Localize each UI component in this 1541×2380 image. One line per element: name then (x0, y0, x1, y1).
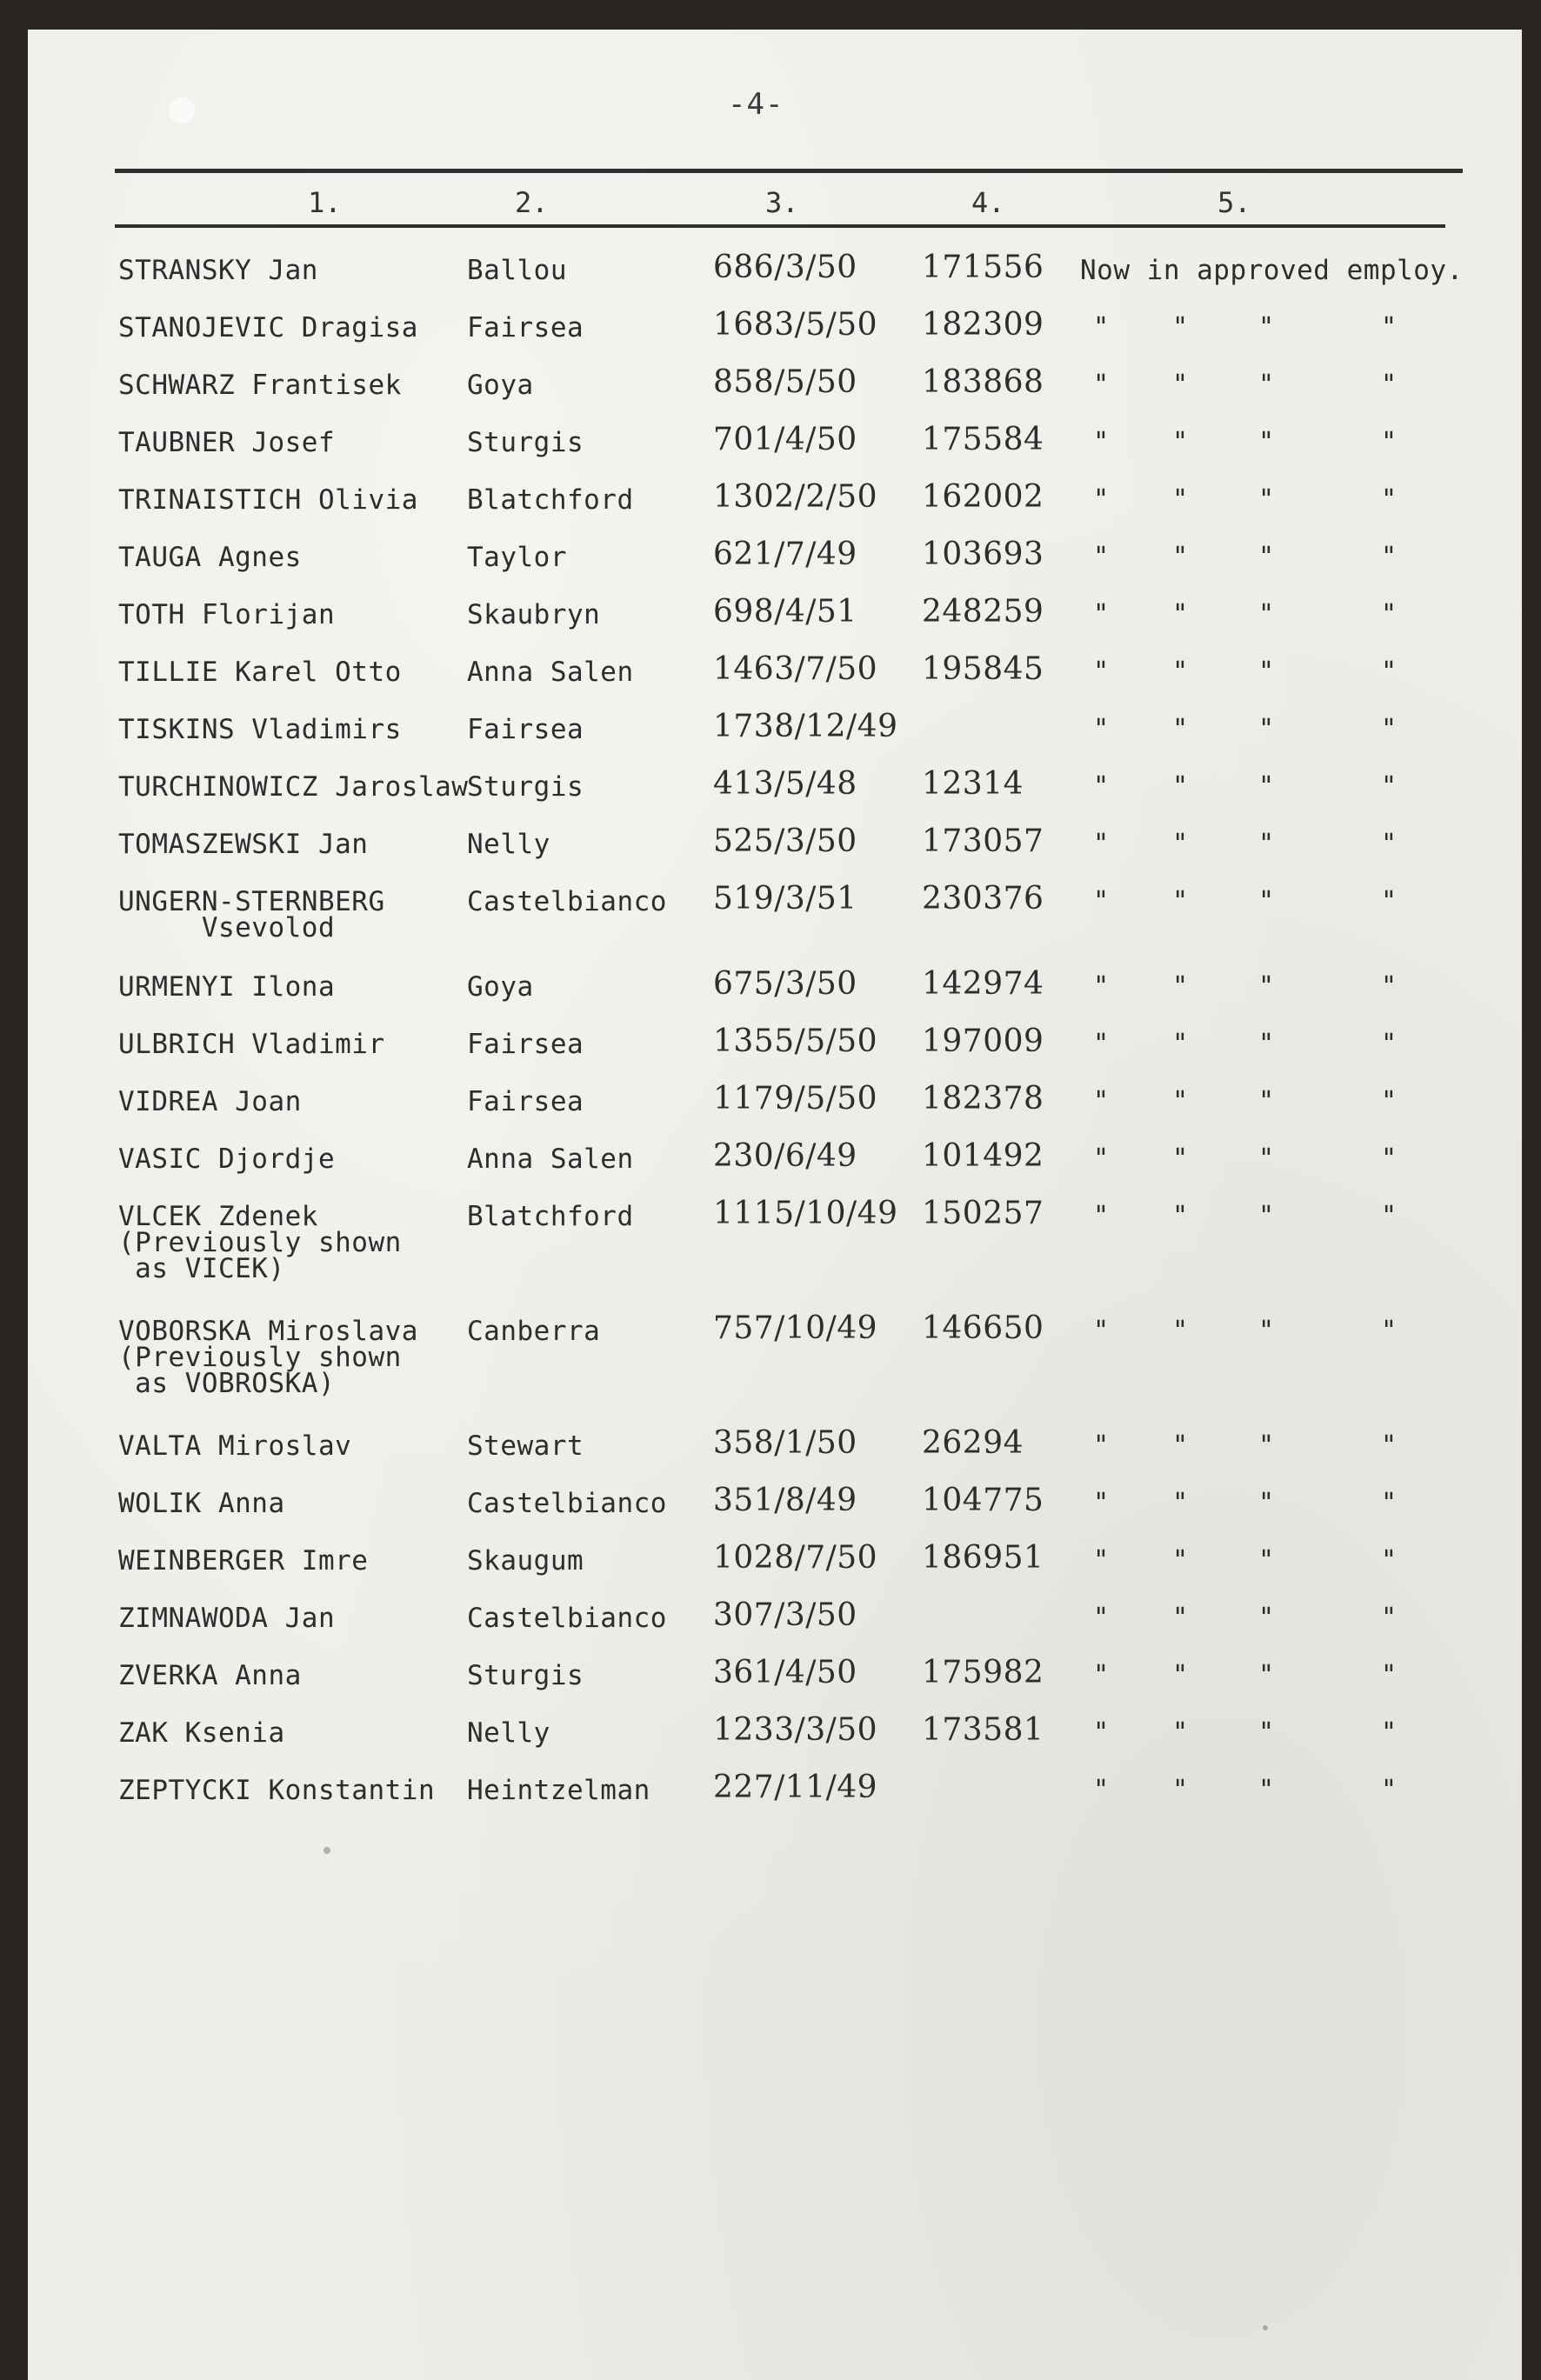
ship-name: Fairsea (467, 312, 584, 343)
file-number: 183868 (922, 364, 1044, 400)
ditto-mark: " (1172, 312, 1189, 343)
ditto-mark: " (1172, 1029, 1189, 1059)
ship-name: Blatchford (467, 484, 634, 516)
ditto-mark: " (1381, 599, 1398, 630)
person-name: STRANSKY Jan (118, 255, 318, 286)
ditto-mark: " (1093, 1545, 1110, 1576)
person-name: TOTH Florijan (118, 599, 336, 630)
ditto-mark: " (1172, 484, 1189, 515)
ditto-mark: " (1381, 771, 1398, 802)
person-name: STANOJEVIC Dragisa (118, 312, 418, 343)
ditto-mark: " (1093, 714, 1110, 744)
ditto-mark: " (1093, 599, 1110, 630)
ditto-mark: " (1258, 484, 1275, 515)
person-name: SCHWARZ Frantisek (118, 370, 402, 401)
ditto-mark: " (1381, 542, 1398, 572)
ditto-mark: " (1093, 1029, 1110, 1059)
ship-name: Castelbianco (467, 1603, 667, 1634)
ship-name: Skaubryn (467, 599, 601, 630)
ditto-mark: " (1258, 1717, 1275, 1748)
ditto-mark: " (1172, 1717, 1189, 1748)
ship-name: Fairsea (467, 714, 584, 745)
reference-number: 351/8/49 (713, 1483, 857, 1518)
page-number: -4- (728, 87, 784, 122)
ditto-mark: " (1172, 657, 1189, 687)
employment-status: Now in approved employ. (1080, 255, 1464, 286)
file-number: 104775 (922, 1483, 1044, 1518)
person-name: ULBRICH Vladimir (118, 1029, 385, 1060)
document-page (28, 30, 1522, 2380)
ship-name: Heintzelman (467, 1775, 650, 1806)
ship-name: Fairsea (467, 1029, 584, 1060)
ditto-mark: " (1381, 1316, 1398, 1346)
ditto-mark: " (1381, 312, 1398, 343)
file-number: 173057 (922, 823, 1044, 859)
ditto-mark: " (1258, 657, 1275, 687)
person-name: TILLIE Karel Otto (118, 657, 402, 688)
ditto-mark: " (1258, 599, 1275, 630)
person-name: ZVERKA Anna (118, 1660, 302, 1691)
ditto-mark: " (1172, 886, 1189, 917)
ditto-mark: " (1258, 1775, 1275, 1805)
ditto-mark: " (1093, 1488, 1110, 1518)
reference-number: 1302/2/50 (713, 479, 878, 515)
ditto-mark: " (1258, 771, 1275, 802)
ditto-mark: " (1093, 542, 1110, 572)
file-number: 182309 (922, 307, 1044, 343)
ditto-mark: " (1093, 1316, 1110, 1346)
reference-number: 307/3/50 (713, 1597, 857, 1633)
reference-number: 358/1/50 (713, 1425, 857, 1461)
ship-name: Goya (467, 971, 534, 1003)
person-name: TAUBNER Josef (118, 427, 336, 458)
ditto-mark: " (1093, 829, 1110, 859)
file-number: 12314 (922, 766, 1024, 802)
file-number: 186951 (922, 1540, 1044, 1576)
ditto-mark: " (1381, 427, 1398, 457)
header-rule-bottom (115, 224, 1445, 228)
ditto-mark: " (1172, 714, 1189, 744)
ditto-mark: " (1172, 1603, 1189, 1633)
ditto-mark: " (1093, 771, 1110, 802)
reference-number: 757/10/49 (713, 1310, 878, 1346)
person-name: WOLIK Anna (118, 1488, 285, 1519)
ditto-mark: " (1093, 1717, 1110, 1748)
ditto-mark: " (1381, 657, 1398, 687)
ditto-mark: " (1172, 1430, 1189, 1461)
ditto-mark: " (1258, 1545, 1275, 1576)
ditto-mark: " (1172, 370, 1189, 400)
reference-number: 1355/5/50 (713, 1023, 878, 1059)
ditto-mark: " (1172, 1775, 1189, 1805)
ship-name: Skaugum (467, 1545, 584, 1577)
ship-name: Stewart (467, 1430, 584, 1462)
ditto-mark: " (1381, 829, 1398, 859)
ditto-mark: " (1258, 542, 1275, 572)
ditto-mark: " (1172, 1545, 1189, 1576)
reference-number: 621/7/49 (713, 537, 857, 572)
ship-name: Nelly (467, 829, 550, 860)
file-number: 171556 (922, 250, 1044, 285)
ship-name: Sturgis (467, 1660, 584, 1691)
ditto-mark: " (1093, 427, 1110, 457)
person-name: ZEPTYCKI Konstantin (118, 1775, 436, 1806)
ditto-mark: " (1258, 1430, 1275, 1461)
reference-number: 686/3/50 (713, 250, 857, 285)
ditto-mark: " (1093, 1143, 1110, 1174)
file-number: 26294 (922, 1425, 1024, 1461)
ditto-mark: " (1258, 714, 1275, 744)
ditto-mark: " (1172, 1316, 1189, 1346)
ditto-mark: " (1093, 1775, 1110, 1805)
ditto-mark: " (1172, 427, 1189, 457)
ditto-mark: " (1381, 714, 1398, 744)
ship-name: Fairsea (467, 1086, 584, 1117)
ship-name: Nelly (467, 1717, 550, 1749)
ditto-mark: " (1093, 1603, 1110, 1633)
ditto-mark: " (1258, 1316, 1275, 1346)
person-name: TISKINS Vladimirs (118, 714, 402, 745)
ditto-mark: " (1381, 1545, 1398, 1576)
file-number: 230376 (922, 881, 1044, 917)
column-header-2: 2. (515, 186, 549, 219)
file-number: 195845 (922, 651, 1044, 687)
ditto-mark: " (1258, 886, 1275, 917)
ditto-mark: " (1381, 1603, 1398, 1633)
file-number: 162002 (922, 479, 1044, 515)
reference-number: 698/4/51 (713, 594, 857, 630)
ditto-mark: " (1172, 829, 1189, 859)
reference-number: 525/3/50 (713, 823, 857, 859)
person-name: VOBORSKA Miroslava (Previously shown as VOBROSKA) (118, 1316, 418, 1399)
ditto-mark: " (1093, 370, 1110, 400)
ditto-mark: " (1258, 427, 1275, 457)
ditto-mark: " (1093, 1660, 1110, 1690)
reference-number: 519/3/51 (713, 881, 857, 917)
reference-number: 413/5/48 (713, 766, 857, 802)
ditto-mark: " (1093, 971, 1110, 1002)
ship-name: Sturgis (467, 771, 584, 803)
ditto-mark: " (1381, 971, 1398, 1002)
file-number: 173581 (922, 1712, 1044, 1748)
person-name: ZAK Ksenia (118, 1717, 285, 1749)
ditto-mark: " (1381, 1143, 1398, 1174)
person-name: WEINBERGER Imre (118, 1545, 369, 1577)
ditto-mark: " (1381, 484, 1398, 515)
person-name: VLCEK Zdenek (Previously shown as VICEK) (118, 1201, 402, 1284)
ditto-mark: " (1172, 1086, 1189, 1117)
person-name: VASIC Djordje (118, 1143, 336, 1175)
ditto-mark: " (1381, 1660, 1398, 1690)
paper-blemish (169, 97, 195, 123)
ditto-mark: " (1381, 1086, 1398, 1117)
ditto-mark: " (1258, 1201, 1275, 1231)
ditto-mark: " (1172, 1660, 1189, 1690)
ditto-mark: " (1172, 771, 1189, 802)
ditto-mark: " (1258, 1086, 1275, 1117)
ditto-mark: " (1172, 1488, 1189, 1518)
header-rule-top (115, 169, 1463, 173)
reference-number: 361/4/50 (713, 1655, 857, 1690)
reference-number: 227/11/49 (713, 1770, 878, 1805)
reference-number: 701/4/50 (713, 422, 857, 457)
ditto-mark: " (1381, 1488, 1398, 1518)
column-header-5: 5. (1217, 186, 1251, 219)
file-number: 182378 (922, 1081, 1044, 1117)
person-name: TOMASZEWSKI Jan (118, 829, 369, 860)
ditto-mark: " (1381, 370, 1398, 400)
ditto-mark: " (1172, 542, 1189, 572)
ditto-mark: " (1258, 1603, 1275, 1633)
ditto-mark: " (1381, 886, 1398, 917)
ship-name: Castelbianco (467, 886, 667, 917)
person-name: TRINAISTICH Olivia (118, 484, 418, 516)
reference-number: 1738/12/49 (713, 709, 898, 744)
reference-number: 1233/3/50 (713, 1712, 878, 1748)
ditto-mark: " (1258, 971, 1275, 1002)
file-number: 103693 (922, 537, 1044, 572)
ditto-mark: " (1093, 657, 1110, 687)
reference-number: 1028/7/50 (713, 1540, 878, 1576)
ditto-mark: " (1258, 1660, 1275, 1690)
ditto-mark: " (1093, 1201, 1110, 1231)
ditto-mark: " (1093, 886, 1110, 917)
ship-name: Sturgis (467, 427, 584, 458)
column-header-4: 4. (971, 186, 1005, 219)
ditto-mark: " (1381, 1029, 1398, 1059)
reference-number: 1683/5/50 (713, 307, 878, 343)
file-number: 248259 (922, 594, 1044, 630)
file-number: 175982 (922, 1655, 1044, 1690)
person-name: TURCHINOWICZ Jaroslaw (118, 771, 469, 803)
person-name: UNGERN-STERNBERG Vsevolod (118, 886, 385, 943)
ditto-mark: " (1258, 1488, 1275, 1518)
ditto-mark: " (1172, 1201, 1189, 1231)
reference-number: 858/5/50 (713, 364, 857, 400)
person-name: URMENYI Ilona (118, 971, 336, 1003)
person-name: VALTA Miroslav (118, 1430, 352, 1462)
ditto-mark: " (1093, 1086, 1110, 1117)
reference-number: 675/3/50 (713, 966, 857, 1002)
ship-name: Goya (467, 370, 534, 401)
ditto-mark: " (1381, 1775, 1398, 1805)
file-number: 142974 (922, 966, 1044, 1002)
ship-name: Castelbianco (467, 1488, 667, 1519)
paper-speck (324, 1847, 330, 1854)
ditto-mark: " (1258, 370, 1275, 400)
ditto-mark: " (1172, 599, 1189, 630)
ship-name: Ballou (467, 255, 567, 286)
ship-name: Blatchford (467, 1201, 634, 1232)
ditto-mark: " (1172, 971, 1189, 1002)
paper-speck (1263, 2325, 1268, 2330)
file-number: 175584 (922, 422, 1044, 457)
ditto-mark: " (1093, 1430, 1110, 1461)
ship-name: Anna Salen (467, 1143, 634, 1175)
file-number: 197009 (922, 1023, 1044, 1059)
column-header-3: 3. (765, 186, 799, 219)
reference-number: 230/6/49 (713, 1138, 857, 1174)
reference-number: 1179/5/50 (713, 1081, 878, 1117)
ditto-mark: " (1381, 1201, 1398, 1231)
ditto-mark: " (1258, 312, 1275, 343)
column-header-1: 1. (308, 186, 342, 219)
ditto-mark: " (1172, 1143, 1189, 1174)
ditto-mark: " (1093, 312, 1110, 343)
ditto-mark: " (1258, 1029, 1275, 1059)
ship-name: Canberra (467, 1316, 601, 1347)
person-name: TAUGA Agnes (118, 542, 302, 573)
ditto-mark: " (1381, 1430, 1398, 1461)
ship-name: Anna Salen (467, 657, 634, 688)
file-number: 150257 (922, 1196, 1044, 1231)
ditto-mark: " (1093, 484, 1110, 515)
person-name: ZIMNAWODA Jan (118, 1603, 336, 1634)
reference-number: 1115/10/49 (713, 1196, 898, 1231)
person-name: VIDREA Joan (118, 1086, 302, 1117)
ditto-mark: " (1258, 829, 1275, 859)
reference-number: 1463/7/50 (713, 651, 878, 687)
file-number: 146650 (922, 1310, 1044, 1346)
ship-name: Taylor (467, 542, 567, 573)
ditto-mark: " (1381, 1717, 1398, 1748)
file-number: 101492 (922, 1138, 1044, 1174)
ditto-mark: " (1258, 1143, 1275, 1174)
